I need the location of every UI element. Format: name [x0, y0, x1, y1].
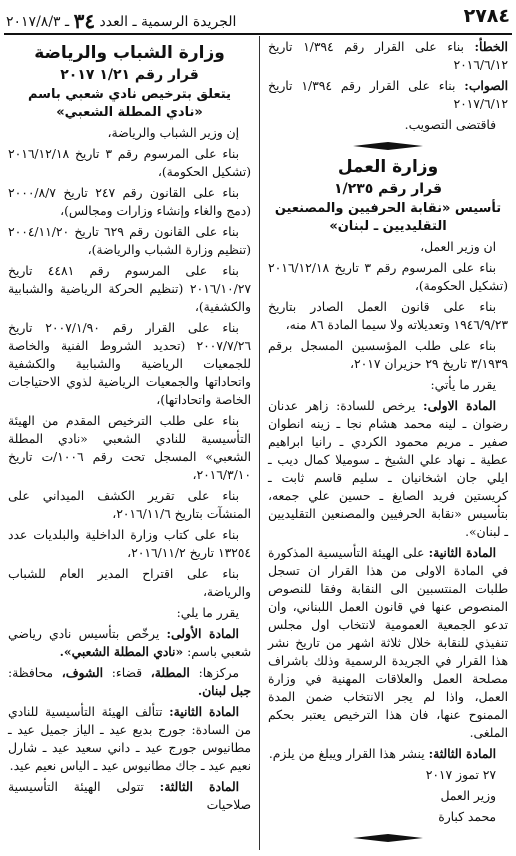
- decides-line: يقرر ما يأتي:: [430, 378, 496, 392]
- ministry-heading: وزارة الشباب والرياضة: [34, 43, 225, 63]
- signature-title: وزير العمل: [440, 789, 496, 803]
- left-column: [8, 38, 251, 817]
- preamble-line: بناء على القانون رقم ٦٢٩ تاريخ ٢٠٠٤/١١/٢٠ (تنظيم وزارة الشباب والرياضة)،: [8, 225, 251, 257]
- preamble-line: بناء على تقرير الكشف الميداني على المنشآت بتاريخ ٢٠١٦/١١/٦،: [8, 489, 251, 521]
- preamble-line: بناء على كتاب وزارة الداخلية والبلديات عدد ١٣٢٥٤ تاريخ ٢٠١٦/١١/٢،: [8, 528, 251, 560]
- right-column: [268, 38, 508, 850]
- preamble-line: بناء على اقتراح المدير العام للشباب والرياضة،: [8, 567, 251, 599]
- header-rule: [4, 33, 512, 35]
- decision-number: قرار رقم ١/٢٣٥: [334, 181, 442, 197]
- gazette-name: الجريدة الرسمية ـ العدد: [99, 14, 237, 30]
- gazette-title: [6, 9, 236, 33]
- preamble-line: بناء على المرسوم رقم ٤٤٨١ تاريخ ٢٠١٦/١٠/٢٧ (تنظيم الحركة الرياضية والشبابية والكشفية)،: [8, 264, 251, 314]
- preamble-line: بناء على طلب المؤسسين المسجل برقم ٣/١٩٣٩ تاريخ ٢٩ حزيران ٢٠١٧،: [268, 339, 508, 371]
- decides-line: يقرر ما يلي:: [176, 606, 239, 620]
- signature-date: ٢٧ تموز ٢٠١٧: [425, 768, 496, 782]
- club-location: مركزها: المطلة، قضاء: الشوف، محافظة: جبل لبنان.: [8, 665, 251, 698]
- preamble-line: بناء على المرسوم رقم ٣ تاريخ ٢٠١٦/١٢/١٨ (تشكيل الحكومة)،: [8, 147, 251, 179]
- article-3: المادة الثالثة: تتولى الهيئة التأسيسية صلاحيات: [8, 779, 251, 812]
- signature-name: محمد كبارة: [438, 810, 496, 824]
- erratum-correct: الصواب: بناء على القرار رقم ١/٣٩٤ تاريخ ٢٠١٧/٦/١٢: [268, 78, 508, 111]
- section-separator: [353, 834, 423, 842]
- erratum-closing: فاقتضى التصويب.: [404, 118, 496, 132]
- issue-number: ٣٤: [73, 9, 96, 33]
- preamble-line: بناء على قانون العمل الصادر بتاريخ ١٩٤٦/٩/٢٣ وتعديلاته ولا سيما المادة ٨٦ منه،: [268, 300, 508, 332]
- article-1: المادة الأولى: يرخّص بتأسيس نادي رياضي شعبي باسم: «نادي المطلة الشعبي».: [8, 626, 251, 659]
- ministry-heading: وزارة العمل: [337, 157, 439, 177]
- page-header: [0, 0, 516, 34]
- preamble-line: بناء على القانون رقم ٢٤٧ تاريخ ٢٠٠٠/٨/٧ (دمج والغاء وإنشاء وزارات ومجالس)،: [8, 186, 251, 218]
- club-name: «نادي المطلة الشعبي».: [59, 644, 184, 659]
- erratum-wrong: الخطأ: بناء على القرار رقم ١/٣٩٤ تاريخ ٢٠١٦/٦/١٢: [268, 39, 508, 72]
- preamble-line: بناء على طلب الترخيص المقدم من الهيئة التأسيسية للنادي الشعبي «نادي المطلة الشعبي» المسجل تحت رقم ١٠٠٦/ت تاريخ ٢٠١٦/٣/١٠،: [8, 414, 251, 482]
- decision-number: قرار رقم ١/٢١ ٢٠١٧: [60, 67, 199, 83]
- column-divider: [259, 36, 260, 850]
- page-number: ٢٧٨٤: [463, 5, 510, 27]
- issue-date: ـ ٢٠١٧/٨/٣: [6, 14, 70, 30]
- article-2: المادة الثانية: على الهيئة التأسيسية المذكورة في المادة الاولى من هذا القرار ان تسجل طلبات المنتسبين الى النقابة وفقا للنصوص المنصوص عنها في قانون العمل اللبناني، وان تدعو الجمعية العمومية لانتخاب اول مجلس تنفيذي للنقابة خلال ثلاثة اشهر من تاريخ نشر هذا القرار في الجريدة الرسمية وذلك باشراف مصلحة العمل والعلاقات المهنية في وزارة العمل، واذا لم يجر الانتخاب ضمن المدة الممنوح عنها، فان هذا الترخيص يعتبر بحكم الملغى.: [268, 545, 508, 740]
- decision-subject: تأسيس «نقابة الحرفيين والمصنعين التقليديين ـ لبنان»: [274, 201, 502, 234]
- preamble-line: بناء على القرار رقم ٢٠٠٧/١/٩٠ تاريخ ٢٠٠٧/٧/٢٦ (تحديد الشروط الفنية والخاصة للجمعيات الرياضية والشبابية والكشفية واتحاداتها والجمعيات الرياضية لذوي الاحتياجات الخاصة واتحاداتها)،: [8, 321, 251, 407]
- preamble-line: بناء على المرسوم رقم ٣ تاريخ ٢٠١٦/١٢/١٨ (تشكيل الحكومة)،: [268, 261, 508, 293]
- preamble-line: إن وزير الشباب والرياضة،: [107, 126, 239, 140]
- section-separator: [353, 142, 423, 150]
- article-1: المادة الاولى: يرخص للسادة: زاهر عدنان رضوان ـ لينه محمد هشام نجا ـ زينه انطوان صفير ـ مريم محمود الكردي ـ رانيا ابراهيم عطية ـ نهاد علي الشيخ ـ سوميلا كمال ديب ـ ايلي جان اشخانيان ـ سليم قاسم ثابت ـ كريستين فريد الصايغ ـ حسين علي جمعه، بتأسيس «نقابة الحرفيين والمصنعين التقليديين ـ لبنان».: [268, 398, 508, 539]
- article-3: المادة الثالثة: ينشر هذا القرار ويبلغ من يلزم.: [268, 746, 496, 761]
- article-2: المادة الثانية: تتألف الهيئة التأسيسية للنادي من السادة: جورج بديع عيد ـ الياز جميل عيد ـ مطانيوس جورج عيد ـ داني سعيد عيد ـ شارل نعيم عيد ـ جاك مطانيوس عيد ـ الياس نعيم عيد.: [8, 704, 251, 773]
- decision-subject: يتعلق بترخيص نادي شعبي باسم «نادي المطلة الشعبي»: [27, 87, 231, 120]
- preamble-line: ان وزير العمل،: [420, 240, 496, 254]
